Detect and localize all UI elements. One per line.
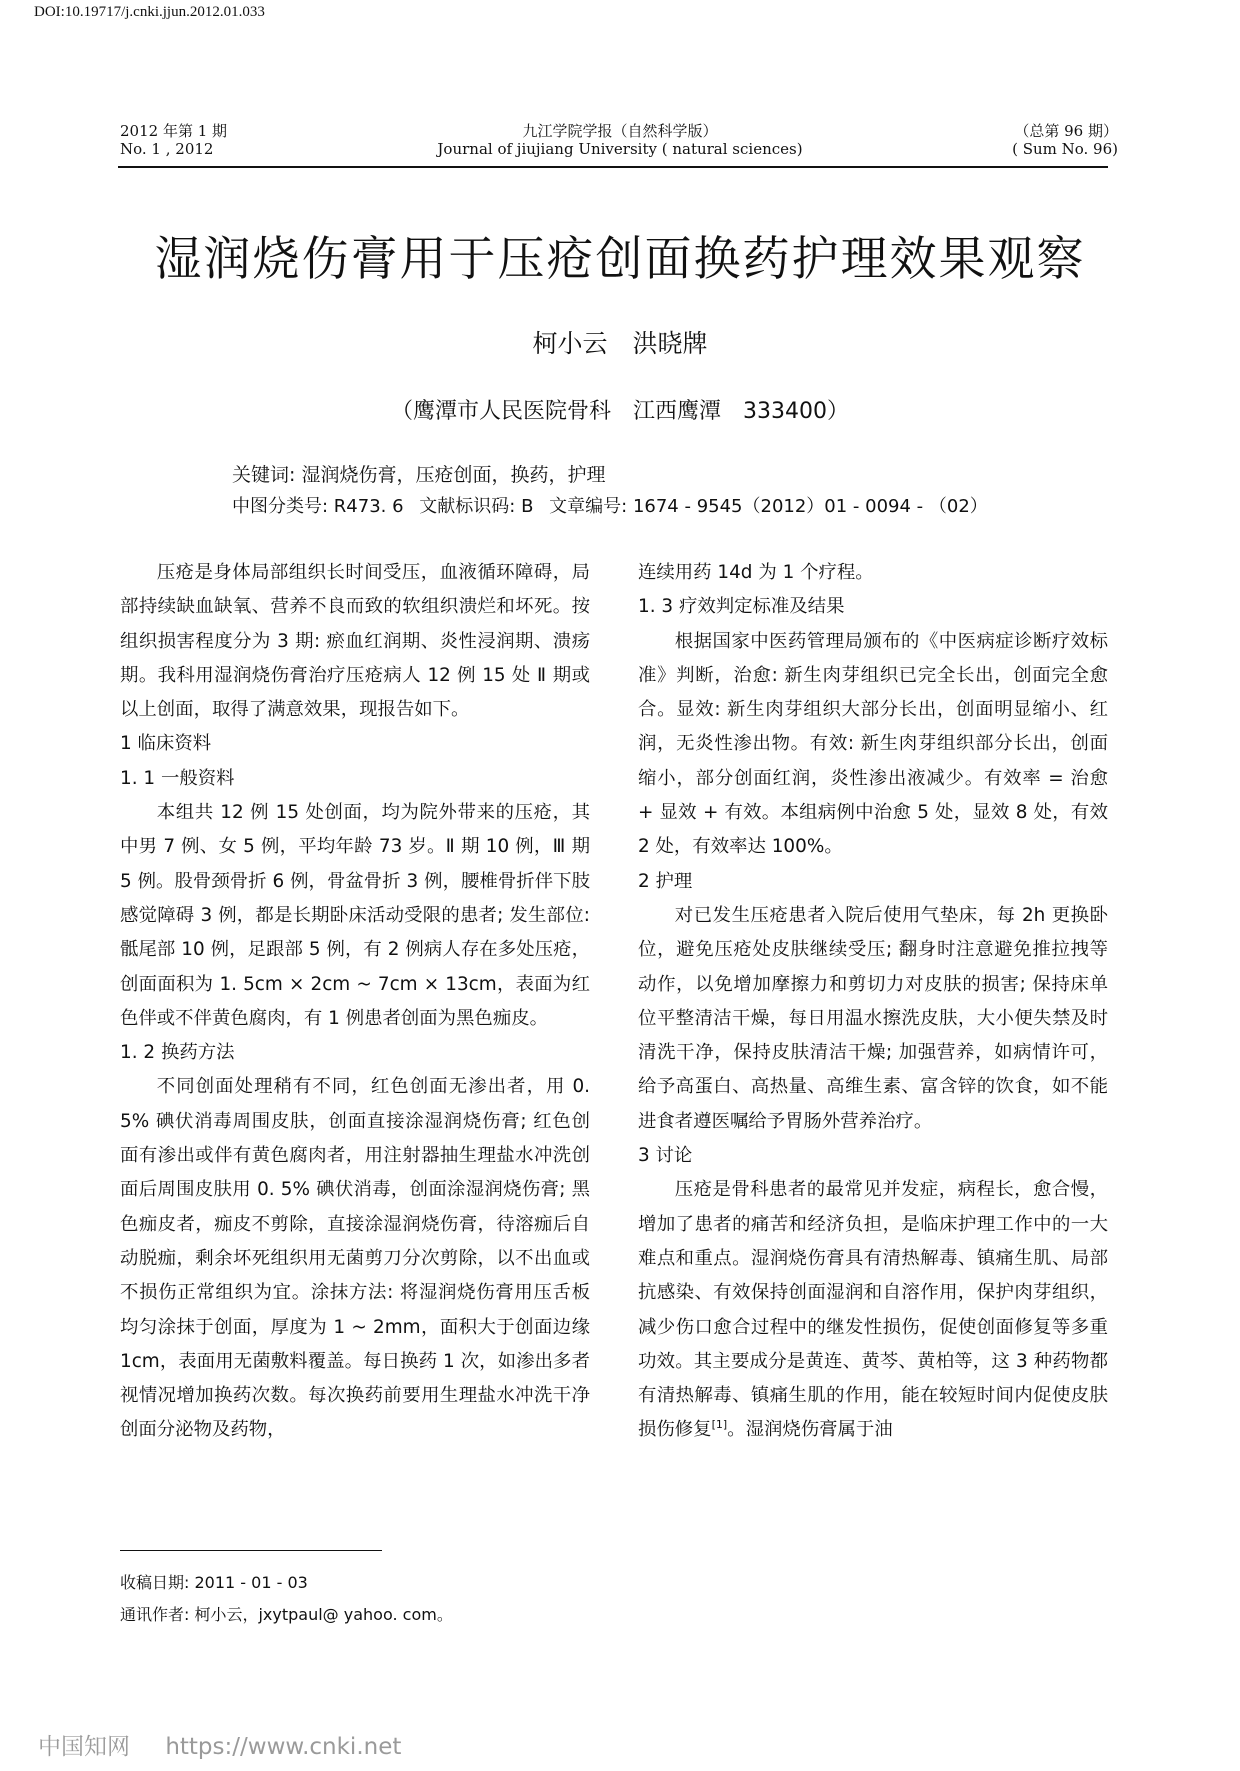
total-issue-en: ( Sum No. 96)	[1012, 140, 1118, 158]
section-heading-discussion: 3 讨论	[638, 1145, 693, 1167]
course-paragraph: 连续用药 14d 为 1 个疗程。	[638, 562, 874, 583]
section-heading-nursing: 2 护理	[638, 870, 693, 892]
keywords: 关键词: 湿润烧伤膏，压疮创面，换药，护理	[232, 464, 606, 486]
journal-name-cn: 九江学院学报（自然科学版）	[522, 122, 718, 140]
subsection-heading-efficacy: 1. 3 疗效判定标准及结果	[638, 596, 845, 618]
general-data-paragraph: 本组共 12 例 15 处创面，均为院外带来的压疮，其中男 7 例、女 5 例，平均年龄 73 岁。Ⅱ 期 10 例，Ⅲ 期 5 例。股骨颈骨折 6 例，骨盆骨折 3 例，腰椎骨折伴下肢感觉障碍 3 例，都是长期卧床活动受限的患者; 发生部位: 骶尾部 10 例，足跟部 5 例，有 2 例病人存在多处压疮，创面面积为 1. 5cm × 2cm ~ 7cm × 13cm，表面为红色伴或不伴黄色腐肉，有 1 例患者创面为黑色痂皮。	[120, 802, 590, 1029]
efficacy-paragraph: 根据国家中医药管理局颁布的《中医病症诊断疗效标准》判断，治愈: 新生肉芽组织已完全长出，创面完全愈合。显效: 新生肉芽组织大部分长出，创面明显缩小、红润，无炎性渗出物。有效: 新生肉芽组织部分长出，创面缩小，部分创面红润，炎性渗出液减少。有效率 = 治愈 + 显效 + 有效。本组病例中治愈 5 处，显效 8 处，有效 2 处，有效率达 100%。	[638, 630, 1108, 858]
watermark-brand: 中国知网	[38, 1734, 130, 1760]
watermark-url[interactable]: https://www.cnki.net	[165, 1734, 402, 1760]
subsection-heading-dressing: 1. 2 换药方法	[120, 1042, 235, 1064]
subsection-heading-general: 1. 1 一般资料	[120, 767, 235, 789]
discussion-text-tail: 。湿润烧伤膏属于油	[727, 1419, 893, 1441]
citation-ref[interactable]: [1]	[711, 1418, 728, 1432]
total-issue-cn: （总第 96 期）	[1014, 122, 1118, 140]
issue-en: No. 1 , 2012	[120, 140, 214, 158]
clc-number: 中图分类号: R473. 6	[232, 496, 404, 517]
body-column-left	[120, 556, 590, 1448]
footnote-divider	[120, 1550, 382, 1551]
intro-paragraph: 压疮是身体局部组织长时间受压，血液循环障碍，局部持续缺血缺氧、营养不良而致的软组织溃烂和坏死。按组织损害程度分为 3 期: 瘀血红润期、炎性浸润期、溃疡期。我科用湿润烧伤膏治疗压疮病人 12 例 15 处 Ⅱ 期或以上创面，取得了满意效果，现报告如下。	[120, 562, 590, 721]
discussion-text: 压疮是骨科患者的最常见并发症，病程长，愈合慢，增加了患者的痛苦和经济负担，是临床护理工作中的一大难点和重点。湿润烧伤膏具有清热解毒、镇痛生肌、局部抗感染、有效保持创面湿润和自溶作用，保护肉芽组织，减少伤口愈合过程中的继发性损伤，促使创面修复等多重功效。其主要成分是黄连、黄芩、黄柏等，这 3 种药物都有清热解毒、镇痛生肌的作用，能在较短时间内促使皮肤损伤修复	[638, 1179, 1108, 1441]
journal-issue	[120, 122, 227, 158]
header-divider	[118, 166, 1108, 168]
corresponding-author: 通讯作者: 柯小云，jxytpaul@ yahoo. com。	[120, 1605, 453, 1624]
nursing-paragraph: 对已发生压疮患者入院后使用气垫床，每 2h 更换卧位，避免压疮处皮肤继续受压; 翻身时注意避免推拉拽等动作，以免增加摩擦力和剪切力对皮肤的损害; 保持床单位平整清洁干燥，每日用温水擦洗皮肤，大小便失禁及时清洗干净，保持皮肤清洁干燥; 加强营养，如病情许可，给予高蛋白、高热量、高维生素、富含锌的饮食，如不能进食者遵医嘱给予胃肠外营养治疗。	[638, 904, 1108, 1132]
section-heading-clinical: 1 临床资料	[120, 733, 212, 755]
classification-line	[232, 492, 998, 518]
cnki-watermark	[38, 1728, 401, 1761]
paper-affiliation: （鹰潭市人民医院骨科 江西鹰潭 333400）	[391, 399, 849, 424]
doi-label: DOI:10.19717/j.cnki.jjun.2012.01.033	[34, 4, 265, 20]
journal-name	[360, 122, 880, 158]
issue-cn: 2012 年第 1 期	[120, 122, 228, 140]
journal-name-en: Journal of jiujiang University ( natural sciences)	[437, 140, 803, 158]
received-date: 收稿日期: 2011 - 01 - 03	[120, 1573, 308, 1592]
paper-authors: 柯小云 洪晓牌	[532, 329, 708, 358]
body-column-right	[638, 556, 1108, 1448]
dressing-method-paragraph: 不同创面处理稍有不同，红色创面无渗出者，用 0. 5% 碘伏消毒周围皮肤，创面直接涂湿润烧伤膏; 红色创面有渗出或伴有黄色腐肉者，用注射器抽生理盐水冲洗创面后周围皮肤用 0. 5% 碘伏消毒，创面涂湿润烧伤膏; 黑色痂皮者，痂皮不剪除，直接涂湿润烧伤膏，待溶痂后自动脱痂，剩余坏死组织用无菌剪刀分次剪除，以不出血或不损伤正常组织为宜。涂抹方法: 将湿润烧伤膏用压舌板均匀涂抹于创面，厚度为 1 ~ 2mm，面积大于创面边缘 1cm，表面用无菌敷料覆盖。每日换药 1 次，如渗出多者视情况增加换药次数。每次换药前要用生理盐水冲洗干净创面分泌物及药物，	[120, 1076, 590, 1441]
article-number: 文章编号: 1674 - 9545（2012）01 - 0094 - （02）	[549, 496, 988, 517]
discussion-paragraph	[638, 1173, 1108, 1447]
paper-title: 湿润烧伤膏用于压疮创面换药护理效果观察	[154, 232, 1086, 287]
document-code: 文献标识码: B	[419, 496, 534, 517]
journal-total-issue	[1012, 122, 1118, 158]
